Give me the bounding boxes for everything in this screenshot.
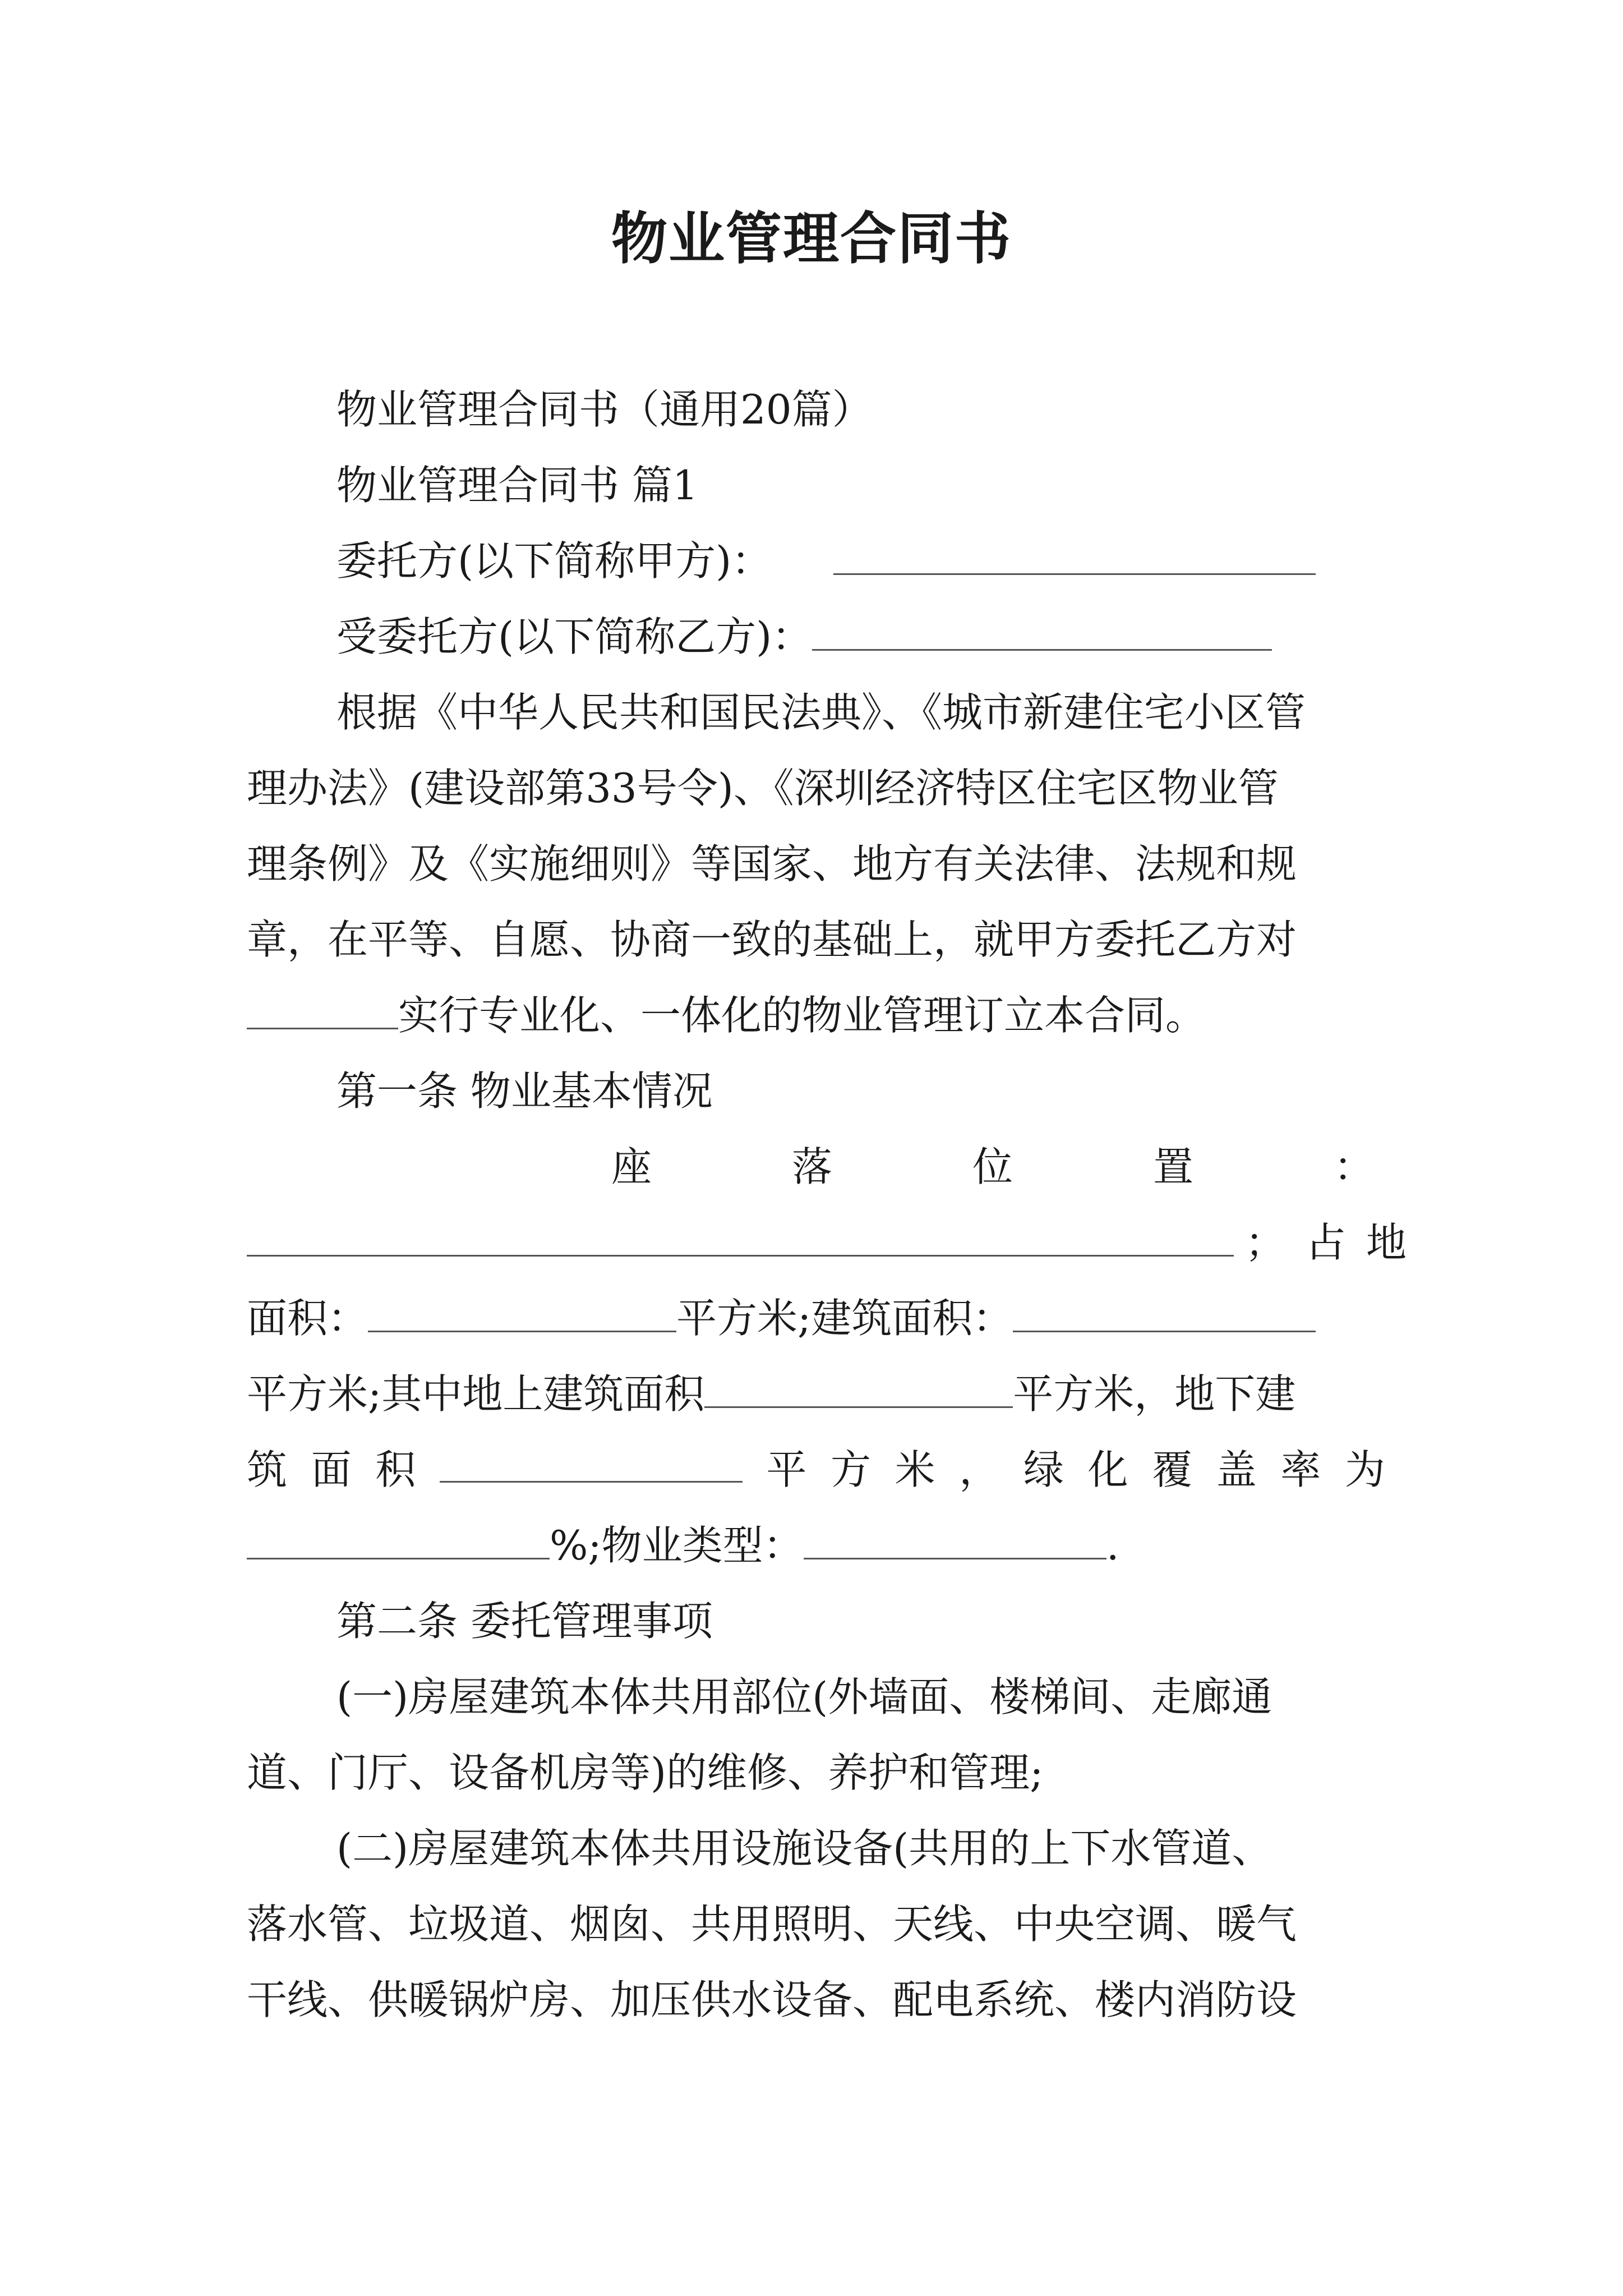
green-char-1: 平	[766, 1446, 807, 1493]
above-ground-blank[interactable]	[704, 1367, 1013, 1408]
green-char-3: 米	[895, 1446, 935, 1493]
article2-item2-line3: 干线、供暖锅炉房、加压供水设备、配电系统、楼内消防设	[247, 1976, 1297, 2023]
para1-line1: 根据《中华人民共和国民法典》、《城市新建住宅小区管	[336, 689, 1306, 736]
green-char-5: 绿	[1023, 1446, 1064, 1493]
green-rate-blank[interactable]	[247, 1519, 550, 1559]
underground-char-1: 筑	[247, 1446, 288, 1493]
location-char-5: ：	[1333, 1143, 1374, 1190]
underground-char-2: 面	[311, 1446, 352, 1493]
article2-heading: 第二条 委托管理事项	[336, 1598, 713, 1645]
location-row	[247, 1214, 1427, 1271]
party-b-label: 受委托方(以下简称乙方)：	[336, 613, 813, 660]
section-heading: 物业管理合同书 篇1	[336, 462, 698, 509]
location-char-1: 座	[611, 1143, 652, 1190]
property-type-label: %;物业类型：	[550, 1522, 804, 1569]
building-area-label: 平方米;建筑面积：	[676, 1295, 1013, 1342]
land-area-row	[247, 1290, 1385, 1346]
location-label	[611, 1139, 1374, 1195]
article1-heading: 第一条 物业基本情况	[336, 1068, 713, 1115]
green-char-8: 盖	[1216, 1446, 1257, 1493]
property-type-row	[247, 1517, 1385, 1573]
party-a-line	[247, 533, 1385, 589]
building-area-blank[interactable]	[1013, 1291, 1316, 1332]
para1-line5: 实行专业化、一体化的物业管理订立本合同。	[398, 992, 1206, 1039]
document-subtitle: 物业管理合同书（通用20篇）	[336, 386, 873, 433]
land-area-label: 面积：	[247, 1295, 368, 1342]
property-name-blank[interactable]	[247, 988, 398, 1029]
article2-item1-line1: (一)房屋建筑本体共用部位(外墙面、楼梯间、走廊通	[336, 1673, 1272, 1720]
underground-blank[interactable]	[440, 1442, 743, 1483]
para1-line4: 章，在平等、自愿、协商一致的基础上，就甲方委托乙方对	[247, 916, 1297, 963]
green-char-4: ，	[959, 1446, 1000, 1493]
para1-line3: 理条例》及《实施细则》等国家、地方有关法律、法规和规	[247, 840, 1297, 887]
green-char-9: 率	[1280, 1446, 1321, 1493]
above-ground-label: 平方米;其中地上建筑面积	[247, 1370, 705, 1418]
above-ground-row	[247, 1366, 1385, 1422]
party-a-blank[interactable]	[833, 534, 1316, 575]
para1-line2: 理办法》(建设部第33号令)、《深圳经济特区住宅区物业管	[247, 765, 1279, 812]
underground-row	[247, 1442, 1385, 1498]
article2-item2-line2: 落水管、垃圾道、烟囱、共用照明、天线、中央空调、暖气	[247, 1901, 1297, 1948]
land-area-tail: ；占地	[1245, 1219, 1427, 1266]
underground-prefix: 平方米，地下建	[1013, 1370, 1296, 1418]
green-char-2: 方	[831, 1446, 872, 1493]
document-title: 物业管理合同书	[611, 205, 1012, 272]
party-b-line	[247, 609, 1385, 665]
location-blank[interactable]	[247, 1216, 1234, 1257]
underground-char-3: 积	[375, 1446, 416, 1493]
green-char-10: 为	[1344, 1446, 1385, 1493]
article2-item1-line2: 道、门厅、设备机房等)的维修、养护和管理;	[247, 1749, 1044, 1796]
location-char-3: 位	[972, 1143, 1013, 1190]
article2-item2-line1: (二)房屋建筑本体共用设施设备(共用的上下水管道、	[336, 1825, 1272, 1872]
party-a-label: 委托方(以下简称甲方)：	[336, 537, 772, 585]
party-b-blank[interactable]	[812, 610, 1272, 651]
location-char-4: 置	[1152, 1143, 1193, 1190]
property-type-blank[interactable]	[804, 1519, 1106, 1559]
land-area-blank[interactable]	[368, 1291, 676, 1332]
green-char-7: 覆	[1152, 1446, 1193, 1493]
para1-line5-row	[247, 987, 1385, 1043]
location-char-2: 落	[791, 1143, 832, 1190]
green-char-6: 化	[1087, 1446, 1128, 1493]
property-type-period: .	[1106, 1522, 1119, 1569]
